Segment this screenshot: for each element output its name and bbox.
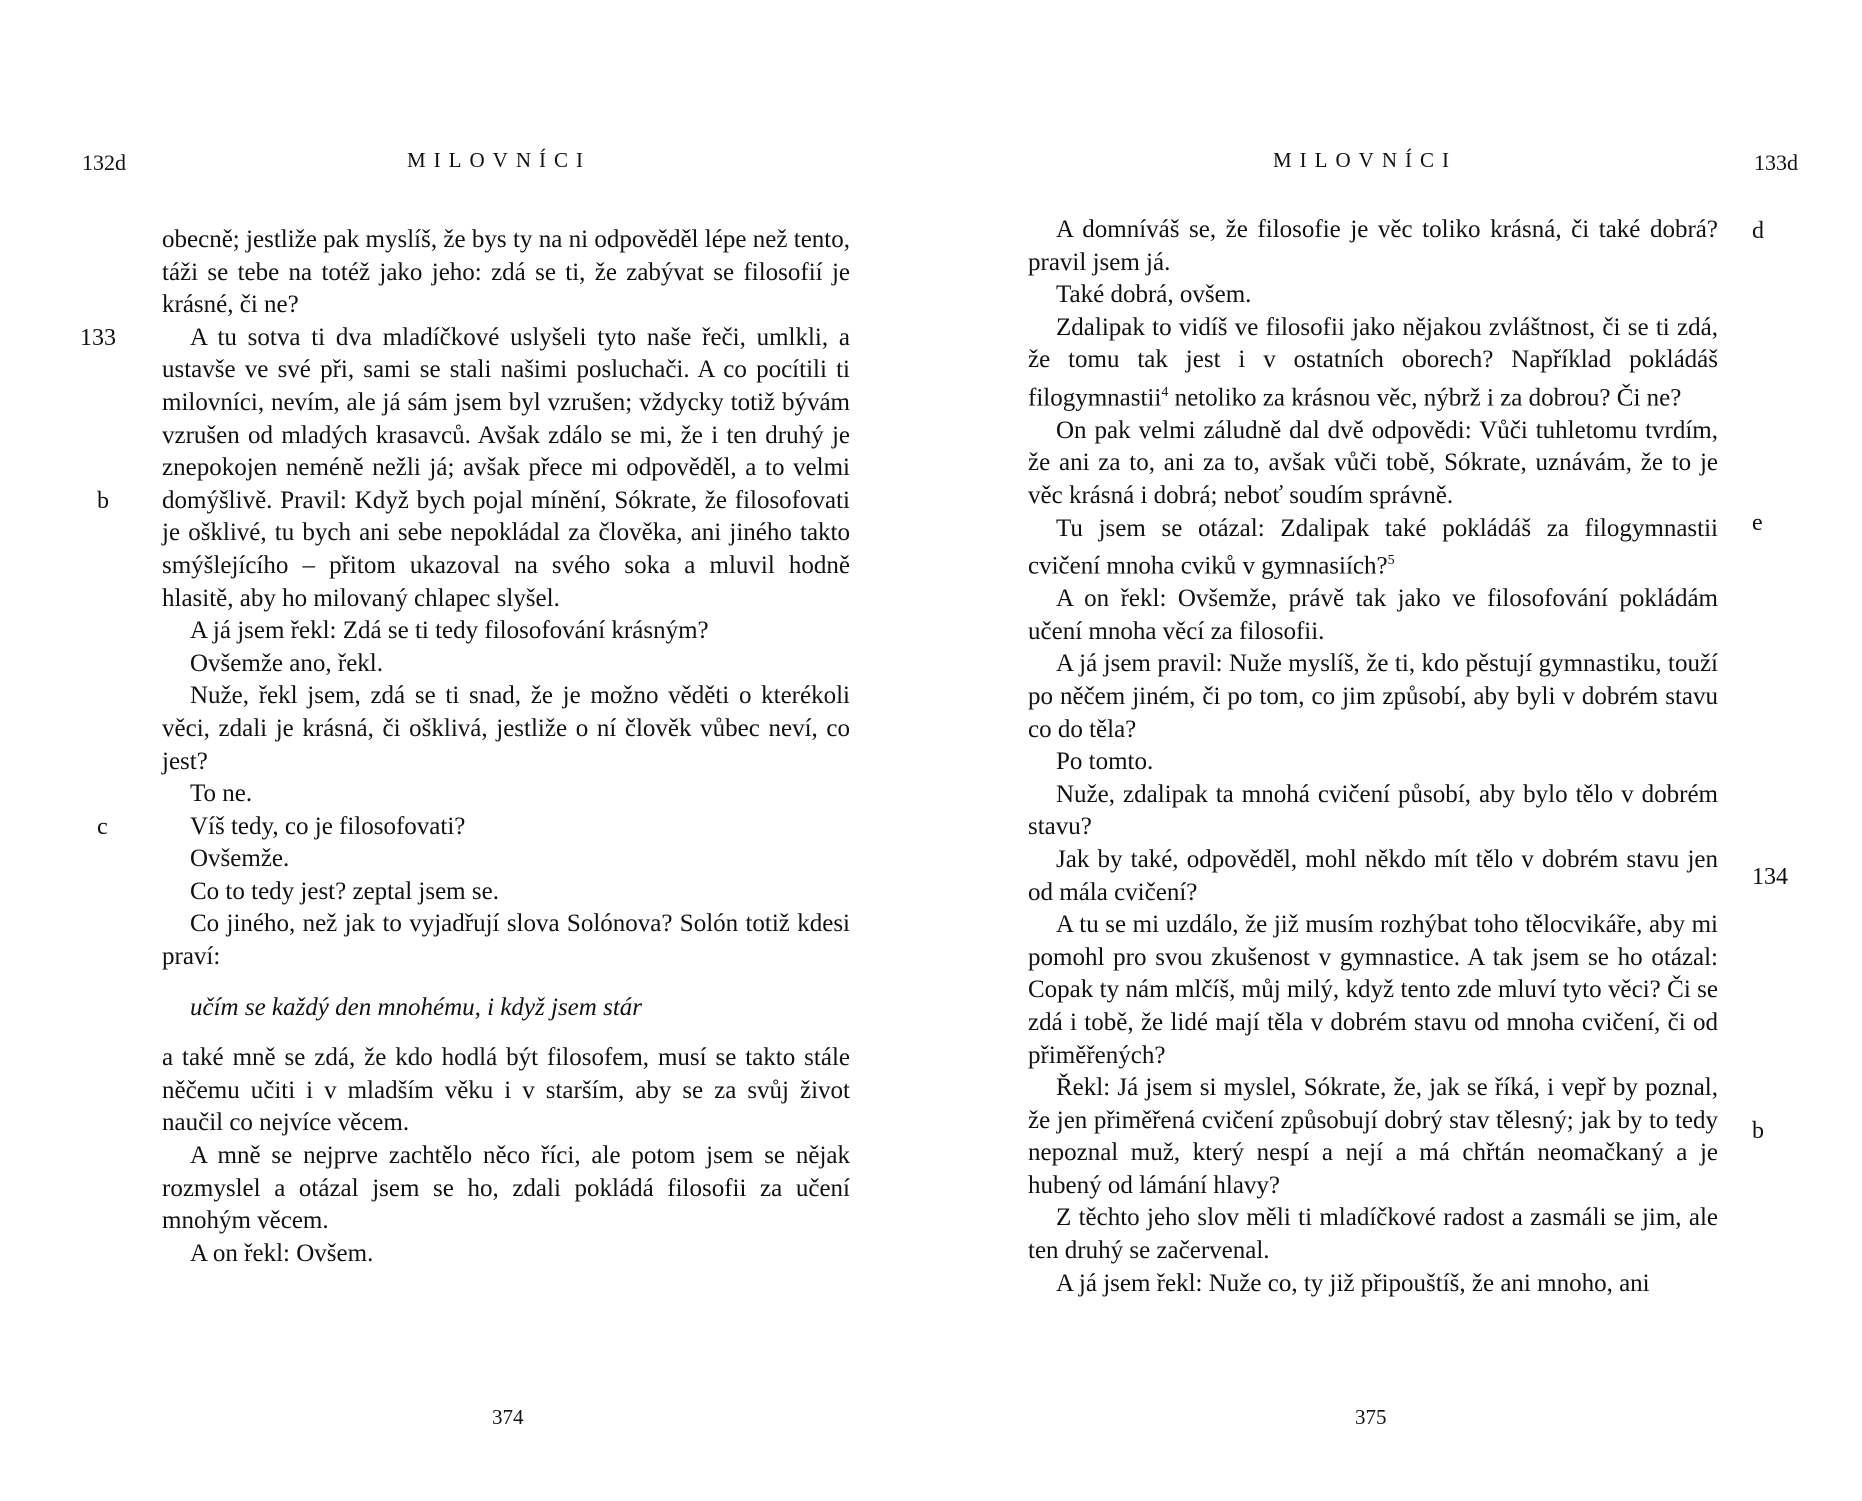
- footnote-mark: 5: [1387, 553, 1395, 569]
- paragraph: A já jsem řekl: Zdá se ti tedy filosofování krásným?: [190, 617, 709, 645]
- left-body-text: [162, 224, 850, 1270]
- right-page: [930, 0, 1862, 1501]
- footnote-mark: 4: [1161, 384, 1169, 400]
- margin-note-133: 133: [80, 325, 116, 351]
- margin-note-c: c: [97, 814, 108, 840]
- paragraph: A tu sotva ti dva mladíčkové uslyšeli tyto naše řeči, umlkli, a ustavše ve své při, sami se stali našimi posluchači. A co pocítili ti milovníci, nevím, ale já sám jsem byl vzrušen; vždycky totiž bývám vzrušen od mladých krasavců. Avšak zdálo se mi, že i ten druhý je znepokojen neméně nežli já; avšak přece mi odpověděl, a to velmi domýšlivě. Pravil: Když bych pojal mínění, Sókrate, že filosofovati je ošklivé, tu bych ani sebe nepokládal za člověka, ani jiného takto smýšlejícího – přitom ukazoval na svého soka a mluvil hodně hlasitě, aby ho milovaný chlapec slyšel.: [162, 323, 850, 612]
- paragraph-text: Tu jsem se otázal: Zdalipak také pokládáš za filogymnastii cvičení mnoha cviků v gymnasiích?: [1028, 514, 1718, 580]
- paragraph: A tu se mi uzdálo, že již musím rozhýbat toho tělocvikáře, aby mi pomohl pro svou zkušenost v gymnastice. A tak jsem se ho otázal: Copak ty nám mlčíš, můj milý, když tento zde mluví tyto věci? Či se zdá i tobě, že lidé mají těla v dobrém stavu od mnoha cvičení, či od přiměřených?: [1028, 911, 1718, 1069]
- paragraph-with-footnote: [1028, 312, 1718, 415]
- page-number: 375: [1355, 1405, 1387, 1429]
- paragraph: Ovšemže.: [190, 845, 290, 873]
- running-head: MILOVNÍCI: [407, 148, 591, 172]
- page-number: 374: [492, 1405, 524, 1429]
- paragraph: A mně se nejprve zachtělo něco říci, ale potom jsem se nějak rozmyslel a otázal jsem se ho, zdali pokládá filosofii za učení mnohým věcem.: [162, 1142, 850, 1235]
- paragraph: Také dobrá, ovšem.: [1056, 281, 1252, 309]
- section-reference: 133d: [1754, 150, 1798, 175]
- paragraph: Jak by také, odpověděl, mohl někdo mít tělo v dobrém stavu jen od mála cvičení?: [1028, 845, 1718, 906]
- paragraph: a také mně se zdá, že kdo hodlá být filosofem, musí se takto stále něčemu učiti i v mladším věku i v starším, aby se za svůj život naučil co nejvíce věcem.: [162, 1044, 850, 1137]
- paragraph: A on řekl: Ovšemže, právě tak jako ve filosofování pokládám učení mnoha věcí za filosofii.: [1028, 585, 1718, 645]
- margin-note-b: b: [1752, 1118, 1764, 1144]
- margin-note-e: e: [1752, 510, 1763, 536]
- paragraph: Co to tedy jest? zeptal jsem se.: [190, 877, 499, 905]
- left-page: [0, 0, 930, 1501]
- margin-note-d: d: [1752, 218, 1764, 244]
- paragraph: A já jsem pravil: Nuže myslíš, že ti, kdo pěstují gymnastiku, touží po něčem jiném, či po tom, co jim způsobí, aby byli v dobrém stavu co do těla?: [1028, 650, 1718, 743]
- paragraph: Nuže, zdalipak ta mnohá cvičení působí, aby bylo tělo v dobrém stavu?: [1028, 780, 1718, 841]
- paragraph: On pak velmi záludně dal dvě odpovědi: Vůči tuhletomu tvrdím, že ani za to, ani za to, avšak vůči tobě, Sókrate, uznávám, že to je věc krásná i dobrá; neboť soudím správně.: [1028, 416, 1718, 510]
- paragraph: obecně; jestliže pak myslíš, že bys ty na ni odpověděl lépe než tento, táži se tebe na totéž jako jeho: zdá se ti, že zabývat se filosofií je krásné, či ne?: [162, 226, 850, 319]
- margin-note-134: 134: [1752, 864, 1788, 890]
- paragraph-text: Zdalipak to vidíš ve filosofii jako nějakou zvláštnost, či se ti zdá, že tomu tak jest i v ostatních oborech? Například pokládáš filogymnastii: [1028, 313, 1718, 412]
- margin-note-b: b: [97, 488, 109, 514]
- paragraph: Po tomto.: [1056, 748, 1154, 776]
- paragraph: Víš tedy, co je filosofovati?: [190, 812, 466, 840]
- paragraph: A domníváš se, že filosofie je věc toliko krásná, či také dobrá? pravil jsem já.: [1028, 216, 1718, 276]
- paragraph-text: netoliko za krásnou věc, nýbrž i za dobrou? Či ne?: [1174, 384, 1682, 412]
- paragraph: To ne.: [190, 780, 253, 808]
- paragraph: Nuže, řekl jsem, zdá se ti snad, že je možno věděti o kterékoli věci, zdali je krásná, či ošklivá, jestliže o ní člověk vůbec neví, co jest?: [162, 682, 850, 775]
- right-body-text: [1028, 214, 1718, 1300]
- paragraph: Ovšemže ano, řekl.: [190, 649, 383, 677]
- paragraph: A já jsem řekl: Nuže co, ty již připouštíš, že ani mnoho, ani: [1056, 1269, 1650, 1297]
- paragraph-with-footnote: [1028, 513, 1718, 584]
- paragraph: A on řekl: Ovšem.: [190, 1239, 374, 1267]
- paragraph: Co jiného, než jak to vyjadřují slova Solónova? Solón totiž kdesi praví:: [162, 910, 850, 971]
- section-reference: 132d: [82, 150, 126, 175]
- running-head: MILOVNÍCI: [1273, 148, 1457, 172]
- verse-quote: učím se každý den mnohému, i když jsem stár: [190, 993, 642, 1021]
- paragraph: Z těchto jeho slov měli ti mladíčkové radost a zasmáli se jim, ale ten druhý se začervenal.: [1028, 1204, 1718, 1265]
- paragraph: Řekl: Já jsem si myslel, Sókrate, že, jak se říká, i vepř by poznal, že jen přiměřená cvičení způsobují dobrý stav tělesný; jak by to tedy nepoznal muž, který nespí a nejí a má chřtán neomačkaný a je hubený od lámání hlavy?: [1028, 1074, 1718, 1199]
